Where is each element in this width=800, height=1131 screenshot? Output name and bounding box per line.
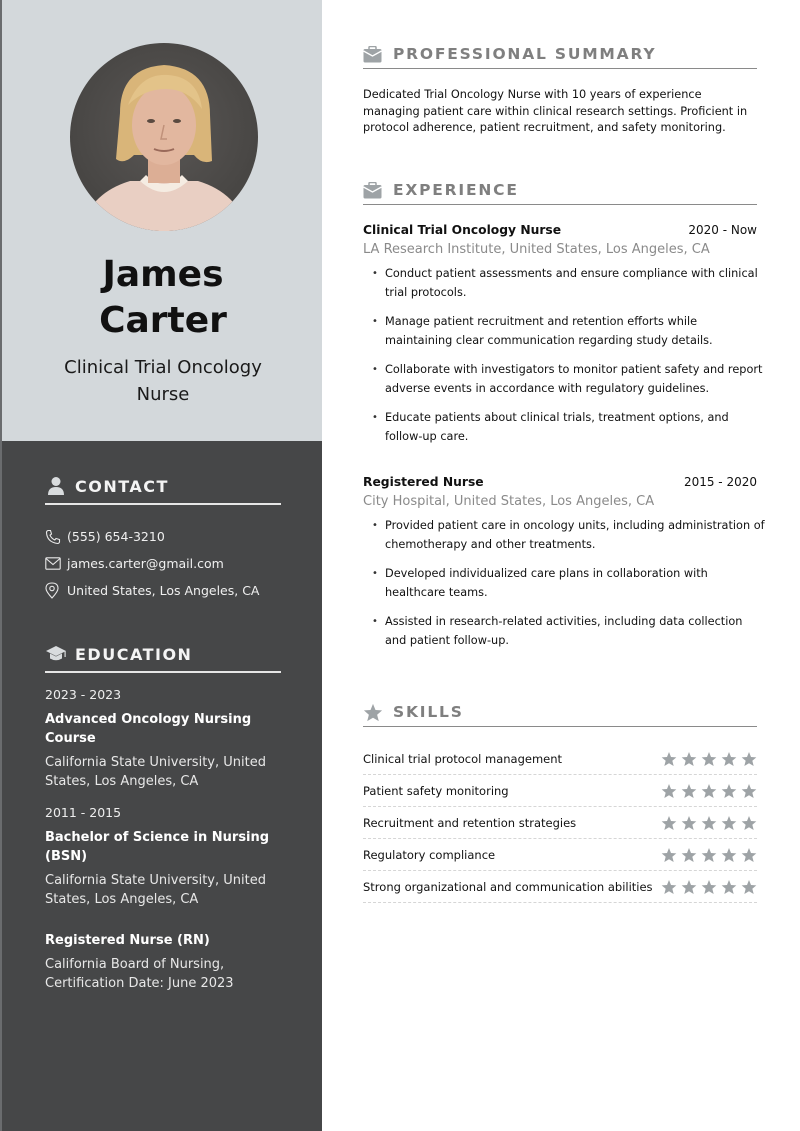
last-name: Carter <box>99 300 227 341</box>
avatar <box>70 43 258 231</box>
star-icon <box>741 783 757 799</box>
star-icon <box>661 815 677 831</box>
skill-name: Patient safety monitoring <box>363 783 509 798</box>
star-icon <box>741 751 757 767</box>
job-title: Registered Nurse <box>363 475 484 489</box>
graduation-cap-icon <box>45 643 67 665</box>
job-title: Clinical Trial Oncology Nurse <box>363 223 562 237</box>
person-icon <box>45 475 67 497</box>
star-icon <box>681 783 697 799</box>
bullet-item: • Conduct patient assessments and ensure compliance with clinical trial protocols. <box>363 265 767 302</box>
skill-row <box>363 775 757 807</box>
skill-row <box>363 871 757 903</box>
star-icon <box>681 751 697 767</box>
job-entry <box>363 475 767 661</box>
star-rating <box>661 879 757 895</box>
location-pin-icon <box>45 582 62 599</box>
star-icon <box>741 879 757 895</box>
sidebar <box>0 0 322 1131</box>
star-icon <box>661 783 677 799</box>
star-icon <box>701 847 717 863</box>
job-dates: 2020 - Now <box>688 223 757 237</box>
skills-heading: SKILLS <box>363 698 757 727</box>
job-bullets <box>363 517 767 650</box>
skill-row <box>363 839 757 871</box>
job-organization: City Hospital, United States, Los Angeles, CA <box>363 494 655 509</box>
education-item: 2023 - 2023 Advanced Oncology Nursing Course California State University, United States, Los Angeles, CA <box>45 687 266 789</box>
summary-heading: PROFESSIONAL SUMMARY <box>363 40 757 69</box>
education-item: 2011 - 2015 Bachelor of Science in Nursing (BSN) California State University, United States, Los Angeles, CA <box>45 805 270 907</box>
avatar-photo <box>70 43 258 231</box>
contact-section <box>45 472 281 604</box>
star-icon <box>701 815 717 831</box>
bullet-item: • Educate patients about clinical trials, treatment options, and follow-up care. <box>363 409 767 446</box>
skill-name: Regulatory compliance <box>363 847 496 862</box>
envelope-icon <box>45 555 62 572</box>
phone-icon <box>45 528 62 545</box>
star-icon <box>701 751 717 767</box>
star-icon <box>681 879 697 895</box>
star-icon <box>363 702 383 722</box>
star-icon <box>721 847 737 863</box>
star-icon <box>741 847 757 863</box>
certification-item: Registered Nurse (RN) California Board of Nursing, Certification Date: June 2023 <box>45 933 234 991</box>
star-icon <box>701 879 717 895</box>
star-icon <box>721 751 737 767</box>
star-rating <box>661 847 757 863</box>
first-name: James <box>102 254 224 295</box>
job-bullets <box>363 265 767 446</box>
contact-phone[interactable]: (555) 654-3210 <box>45 523 281 550</box>
star-rating <box>661 783 757 799</box>
star-icon <box>681 815 697 831</box>
star-icon <box>721 879 737 895</box>
contact-email[interactable]: james.carter@gmail.com <box>45 550 281 577</box>
education-section <box>45 640 281 993</box>
star-rating <box>661 751 757 767</box>
briefcase-icon <box>363 180 383 200</box>
star-icon <box>681 847 697 863</box>
skill-name: Clinical trial protocol management <box>363 751 563 766</box>
profile-header <box>2 0 322 441</box>
bullet-item: • Manage patient recruitment and retention efforts while maintaining clear communication regarding study details. <box>363 313 767 350</box>
bullet-item: • Assisted in research-related activities, including data collection and patient follow-up. <box>363 613 767 650</box>
summary-text: Dedicated Trial Oncology Nurse with 10 years of experience managing patient care within clinical research settings. Proficient in protocol adherence, patient recruitment, and safety monitoring. <box>363 88 748 134</box>
job-organization: LA Research Institute, United States, Los Angeles, CA <box>363 242 710 257</box>
star-icon <box>701 783 717 799</box>
skill-row <box>363 807 757 839</box>
skill-row <box>363 743 757 775</box>
skill-name: Strong organizational and communication abilities <box>363 879 653 894</box>
star-rating <box>661 815 757 831</box>
star-icon <box>661 751 677 767</box>
star-icon <box>661 847 677 863</box>
job-title: Clinical Trial Oncology Nurse <box>64 357 262 405</box>
skills-list <box>363 743 757 903</box>
contact-location: United States, Los Angeles, CA <box>45 577 281 604</box>
job-entry <box>363 223 767 457</box>
star-icon <box>721 815 737 831</box>
experience-heading: EXPERIENCE <box>363 176 757 205</box>
bullet-item: • Collaborate with investigators to monitor patient safety and report adverse events in accordance with regulatory guidelines. <box>363 361 767 398</box>
full-name <box>2 252 324 344</box>
bullet-item: • Developed individualized care plans in collaboration with healthcare teams. <box>363 565 767 602</box>
briefcase-icon <box>363 44 383 64</box>
contact-heading: CONTACT <box>45 472 281 505</box>
skill-name: Recruitment and retention strategies <box>363 815 577 830</box>
job-dates: 2015 - 2020 <box>683 475 757 489</box>
education-heading: EDUCATION <box>45 640 281 673</box>
bullet-item: • Provided patient care in oncology units, including administration of chemotherapy and other treatments. <box>363 517 767 554</box>
star-icon <box>741 815 757 831</box>
star-icon <box>721 783 737 799</box>
star-icon <box>661 879 677 895</box>
